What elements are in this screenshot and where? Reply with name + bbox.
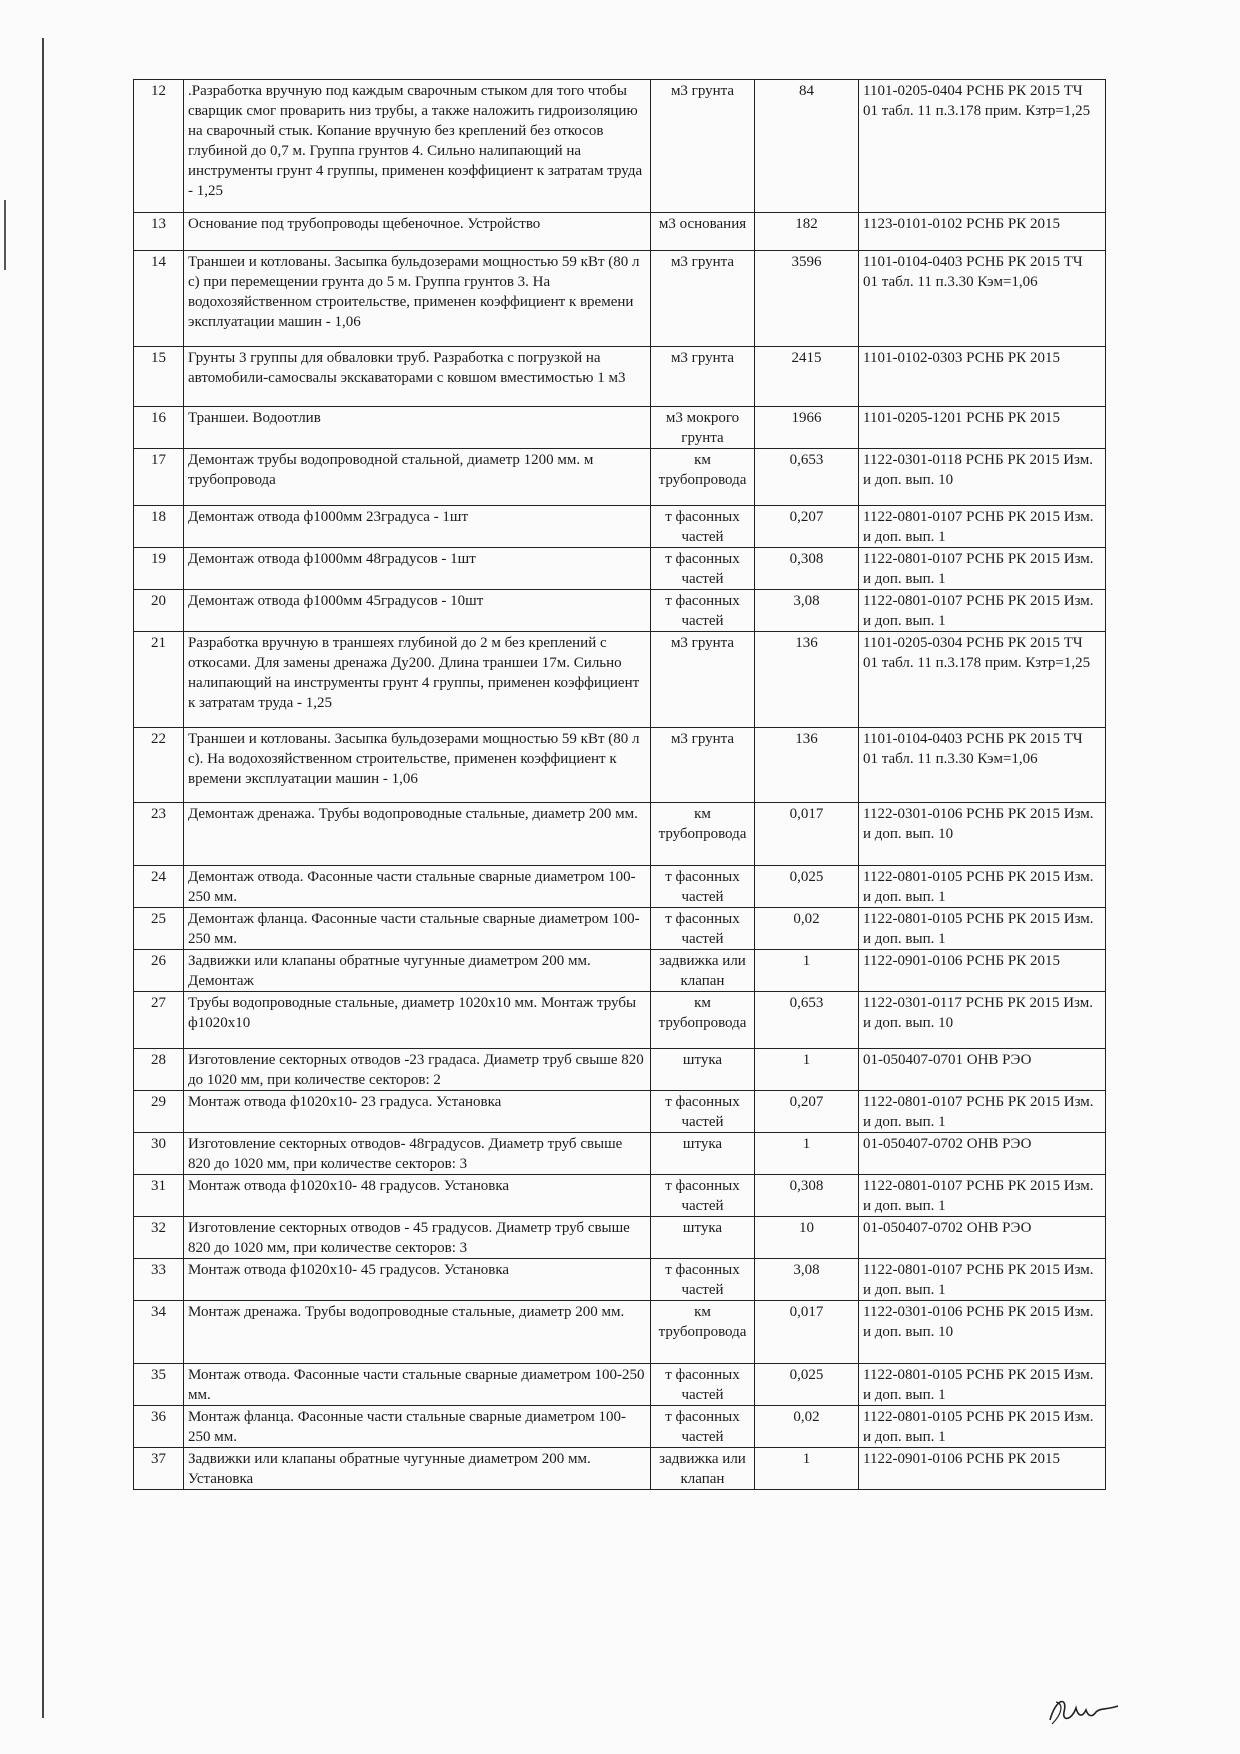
unit-of-measure: т фасонных частей [651, 1091, 755, 1133]
unit-of-measure: штука [651, 1133, 755, 1175]
work-description: Демонтаж отвода ф1000мм 45градусов - 10шт [184, 590, 651, 632]
work-description: Демонтаж отвода. Фасонные части стальные сварные диаметром 100-250 мм. [184, 866, 651, 908]
works-table-body [134, 80, 1106, 1490]
quantity: 3596 [755, 251, 859, 347]
work-description: Траншеи и котлованы. Засыпка бульдозерами мощностью 59 кВт (80 л с) при перемещении грунта до 5 м. Группа грунтов 3. На водохозяйственном строительстве, применен коэффициент к времени эксплуатации машин - 1,06 [184, 251, 651, 347]
unit-of-measure: т фасонных частей [651, 1406, 755, 1448]
table-row [134, 728, 1106, 803]
scan-edge-mark [4, 200, 6, 270]
norm-code: 1122-0801-0105 РСНБ РК 2015 Изм. и доп. вып. 1 [859, 866, 1106, 908]
row-number: 28 [134, 1049, 184, 1091]
quantity: 10 [755, 1217, 859, 1259]
quantity: 1966 [755, 407, 859, 449]
row-number: 36 [134, 1406, 184, 1448]
row-number: 34 [134, 1301, 184, 1364]
row-number: 14 [134, 251, 184, 347]
work-description: Грунты 3 группы для обваловки труб. Разработка с погрузкой на автомобили-самосвалы экскаваторами с ковшом вместимостью 1 м3 [184, 347, 651, 407]
row-number: 16 [134, 407, 184, 449]
quantity: 84 [755, 80, 859, 213]
table-row [134, 866, 1106, 908]
norm-code: 01-050407-0701 ОНВ РЭО [859, 1049, 1106, 1091]
norm-code: 1122-0801-0107 РСНБ РК 2015 Изм. и доп. вып. 1 [859, 1259, 1106, 1301]
norm-code: 1122-0801-0105 РСНБ РК 2015 Изм. и доп. вып. 1 [859, 1406, 1106, 1448]
row-number: 21 [134, 632, 184, 728]
work-description: Траншеи и котлованы. Засыпка бульдозерами мощностью 59 кВт (80 л с). На водохозяйственном строительстве, применен коэффициент к времени эксплуатации машин - 1,06 [184, 728, 651, 803]
signature-mark [1042, 1690, 1122, 1730]
unit-of-measure: м3 грунта [651, 347, 755, 407]
work-description: Демонтаж отвода ф1000мм 23градуса - 1шт [184, 506, 651, 548]
work-description: Демонтаж отвода ф1000мм 48градусов - 1шт [184, 548, 651, 590]
work-description: .Разработка вручную под каждым сварочным стыком для того чтобы сварщик смог проварить низ трубы, а также наложить гидроизоляцию на сварочный стык. Копание вручную без креплений без откосов глубиной до 0,7 м. Группа грунтов 4. Сильно налипающий на инструменты грунт 4 группы, применен коэффициент к затратам труда - 1,25 [184, 80, 651, 213]
norm-code: 1122-0801-0107 РСНБ РК 2015 Изм. и доп. вып. 1 [859, 506, 1106, 548]
row-number: 35 [134, 1364, 184, 1406]
table-row [134, 1217, 1106, 1259]
norm-code: 1122-0301-0117 РСНБ РК 2015 Изм. и доп. вып. 10 [859, 992, 1106, 1049]
work-description: Демонтаж фланца. Фасонные части стальные сварные диаметром 100-250 мм. [184, 908, 651, 950]
table-row [134, 407, 1106, 449]
table-row [134, 1175, 1106, 1217]
row-number: 12 [134, 80, 184, 213]
quantity: 0,308 [755, 548, 859, 590]
quantity: 0,653 [755, 449, 859, 506]
table-row [134, 950, 1106, 992]
work-description: Задвижки или клапаны обратные чугунные диаметром 200 мм. Установка [184, 1448, 651, 1490]
norm-code: 1122-0901-0106 РСНБ РК 2015 [859, 950, 1106, 992]
row-number: 30 [134, 1133, 184, 1175]
work-description: Разработка вручную в траншеях глубиной до 2 м без креплений с откосами. Для замены дренажа Ду200. Длина траншеи 17м. Сильно налипающий на инструменты грунт 4 группы, применен коэффициент к затратам труда - 1,25 [184, 632, 651, 728]
row-number: 18 [134, 506, 184, 548]
norm-code: 1122-0801-0107 РСНБ РК 2015 Изм. и доп. вып. 1 [859, 1091, 1106, 1133]
quantity: 0,025 [755, 1364, 859, 1406]
table-row [134, 1364, 1106, 1406]
norm-code: 1122-0301-0106 РСНБ РК 2015 Изм. и доп. вып. 10 [859, 1301, 1106, 1364]
table-row [134, 1448, 1106, 1490]
quantity: 136 [755, 632, 859, 728]
norm-code: 1122-0801-0105 РСНБ РК 2015 Изм. и доп. вып. 1 [859, 1364, 1106, 1406]
quantity: 0,308 [755, 1175, 859, 1217]
unit-of-measure: км трубопровода [651, 1301, 755, 1364]
norm-code: 1122-0801-0107 РСНБ РК 2015 Изм. и доп. вып. 1 [859, 548, 1106, 590]
norm-code: 1122-0301-0118 РСНБ РК 2015 Изм. и доп. вып. 10 [859, 449, 1106, 506]
row-number: 32 [134, 1217, 184, 1259]
quantity: 0,207 [755, 1091, 859, 1133]
norm-code: 1101-0205-0304 РСНБ РК 2015 ТЧ 01 табл. 11 п.3.178 прим. Кзтр=1,25 [859, 632, 1106, 728]
row-number: 22 [134, 728, 184, 803]
table-row [134, 506, 1106, 548]
unit-of-measure: м3 мокрого грунта [651, 407, 755, 449]
work-description: Монтаж дренажа. Трубы водопроводные стальные, диаметр 200 мм. [184, 1301, 651, 1364]
work-description: Трубы водопроводные стальные, диаметр 1020х10 мм. Монтаж трубы ф1020х10 [184, 992, 651, 1049]
table-row [134, 548, 1106, 590]
quantity: 136 [755, 728, 859, 803]
row-number: 23 [134, 803, 184, 866]
quantity: 0,025 [755, 866, 859, 908]
row-number: 24 [134, 866, 184, 908]
norm-code: 1123-0101-0102 РСНБ РК 2015 [859, 213, 1106, 251]
norm-code: 1122-0801-0107 РСНБ РК 2015 Изм. и доп. вып. 1 [859, 1175, 1106, 1217]
unit-of-measure: т фасонных частей [651, 1175, 755, 1217]
row-number: 17 [134, 449, 184, 506]
unit-of-measure: штука [651, 1049, 755, 1091]
unit-of-measure: т фасонных частей [651, 506, 755, 548]
row-number: 37 [134, 1448, 184, 1490]
norm-code: 1101-0104-0403 РСНБ РК 2015 ТЧ 01 табл. 11 п.3.30 Кэм=1,06 [859, 251, 1106, 347]
norm-code: 01-050407-0702 ОНВ РЭО [859, 1133, 1106, 1175]
row-number: 13 [134, 213, 184, 251]
quantity: 0,02 [755, 908, 859, 950]
quantity: 0,017 [755, 803, 859, 866]
quantity: 0,653 [755, 992, 859, 1049]
quantity: 1 [755, 950, 859, 992]
table-row [134, 1049, 1106, 1091]
unit-of-measure: т фасонных частей [651, 908, 755, 950]
work-description: Изготовление секторных отводов- 48градусов. Диаметр труб свыше 820 до 1020 мм, при количестве секторов: 3 [184, 1133, 651, 1175]
row-number: 26 [134, 950, 184, 992]
table-row [134, 1091, 1106, 1133]
table-row [134, 1406, 1106, 1448]
unit-of-measure: штука [651, 1217, 755, 1259]
norm-code: 1101-0205-1201 РСНБ РК 2015 [859, 407, 1106, 449]
row-number: 19 [134, 548, 184, 590]
row-number: 27 [134, 992, 184, 1049]
table-row [134, 347, 1106, 407]
unit-of-measure: км трубопровода [651, 449, 755, 506]
quantity: 2415 [755, 347, 859, 407]
row-number: 25 [134, 908, 184, 950]
unit-of-measure: м3 грунта [651, 80, 755, 213]
quantity: 0,02 [755, 1406, 859, 1448]
work-description: Демонтаж трубы водопроводной стальной, диаметр 1200 мм. м трубопровода [184, 449, 651, 506]
unit-of-measure: м3 грунта [651, 632, 755, 728]
table-row [134, 1301, 1106, 1364]
norm-code: 1122-0801-0107 РСНБ РК 2015 Изм. и доп. вып. 1 [859, 590, 1106, 632]
work-description: Изготовление секторных отводов - 45 градусов. Диаметр труб свыше 820 до 1020 мм, при количестве секторов: 3 [184, 1217, 651, 1259]
norm-code: 1101-0102-0303 РСНБ РК 2015 [859, 347, 1106, 407]
norm-code: 1122-0901-0106 РСНБ РК 2015 [859, 1448, 1106, 1490]
table-row [134, 80, 1106, 213]
unit-of-measure: м3 грунта [651, 251, 755, 347]
norm-code: 1122-0801-0105 РСНБ РК 2015 Изм. и доп. вып. 1 [859, 908, 1106, 950]
work-description: Траншеи. Водоотлив [184, 407, 651, 449]
table-row [134, 908, 1106, 950]
work-description: Монтаж отвода. Фасонные части стальные сварные диаметром 100-250 мм. [184, 1364, 651, 1406]
table-row [134, 449, 1106, 506]
norm-code: 1122-0301-0106 РСНБ РК 2015 Изм. и доп. вып. 10 [859, 803, 1106, 866]
work-description: Монтаж отвода ф1020х10- 23 градуса. Установка [184, 1091, 651, 1133]
row-number: 31 [134, 1175, 184, 1217]
row-number: 20 [134, 590, 184, 632]
table-row [134, 590, 1106, 632]
quantity: 0,207 [755, 506, 859, 548]
unit-of-measure: м3 грунта [651, 728, 755, 803]
table-row [134, 803, 1106, 866]
unit-of-measure: т фасонных частей [651, 866, 755, 908]
quantity: 1 [755, 1448, 859, 1490]
unit-of-measure: т фасонных частей [651, 1259, 755, 1301]
unit-of-measure: км трубопровода [651, 803, 755, 866]
table-row [134, 632, 1106, 728]
scan-edge-line [42, 38, 44, 1718]
quantity: 182 [755, 213, 859, 251]
unit-of-measure: задвижка или клапан [651, 950, 755, 992]
row-number: 29 [134, 1091, 184, 1133]
unit-of-measure: задвижка или клапан [651, 1448, 755, 1490]
unit-of-measure: т фасонных частей [651, 1364, 755, 1406]
table-row [134, 213, 1106, 251]
quantity: 1 [755, 1133, 859, 1175]
norm-code: 1101-0205-0404 РСНБ РК 2015 ТЧ 01 табл. 11 п.3.178 прим. Кзтр=1,25 [859, 80, 1106, 213]
quantity: 3,08 [755, 1259, 859, 1301]
table-row [134, 1259, 1106, 1301]
work-description: Задвижки или клапаны обратные чугунные диаметром 200 мм. Демонтаж [184, 950, 651, 992]
norm-code: 01-050407-0702 ОНВ РЭО [859, 1217, 1106, 1259]
table-row [134, 251, 1106, 347]
work-description: Основание под трубопроводы щебеночное. Устройство [184, 213, 651, 251]
work-description: Демонтаж дренажа. Трубы водопроводные стальные, диаметр 200 мм. [184, 803, 651, 866]
unit-of-measure: м3 основания [651, 213, 755, 251]
unit-of-measure: км трубопровода [651, 992, 755, 1049]
work-description: Изготовление секторных отводов -23 градаса. Диаметр труб свыше 820 до 1020 мм, при количестве секторов: 2 [184, 1049, 651, 1091]
work-description: Монтаж фланца. Фасонные части стальные сварные диаметром 100-250 мм. [184, 1406, 651, 1448]
quantity: 3,08 [755, 590, 859, 632]
work-description: Монтаж отвода ф1020х10- 48 градусов. Установка [184, 1175, 651, 1217]
table-row [134, 1133, 1106, 1175]
unit-of-measure: т фасонных частей [651, 548, 755, 590]
row-number: 33 [134, 1259, 184, 1301]
works-table [133, 79, 1106, 1490]
norm-code: 1101-0104-0403 РСНБ РК 2015 ТЧ 01 табл. 11 п.3.30 Кэм=1,06 [859, 728, 1106, 803]
quantity: 1 [755, 1049, 859, 1091]
row-number: 15 [134, 347, 184, 407]
unit-of-measure: т фасонных частей [651, 590, 755, 632]
work-description: Монтаж отвода ф1020х10- 45 градусов. Установка [184, 1259, 651, 1301]
table-row [134, 992, 1106, 1049]
quantity: 0,017 [755, 1301, 859, 1364]
